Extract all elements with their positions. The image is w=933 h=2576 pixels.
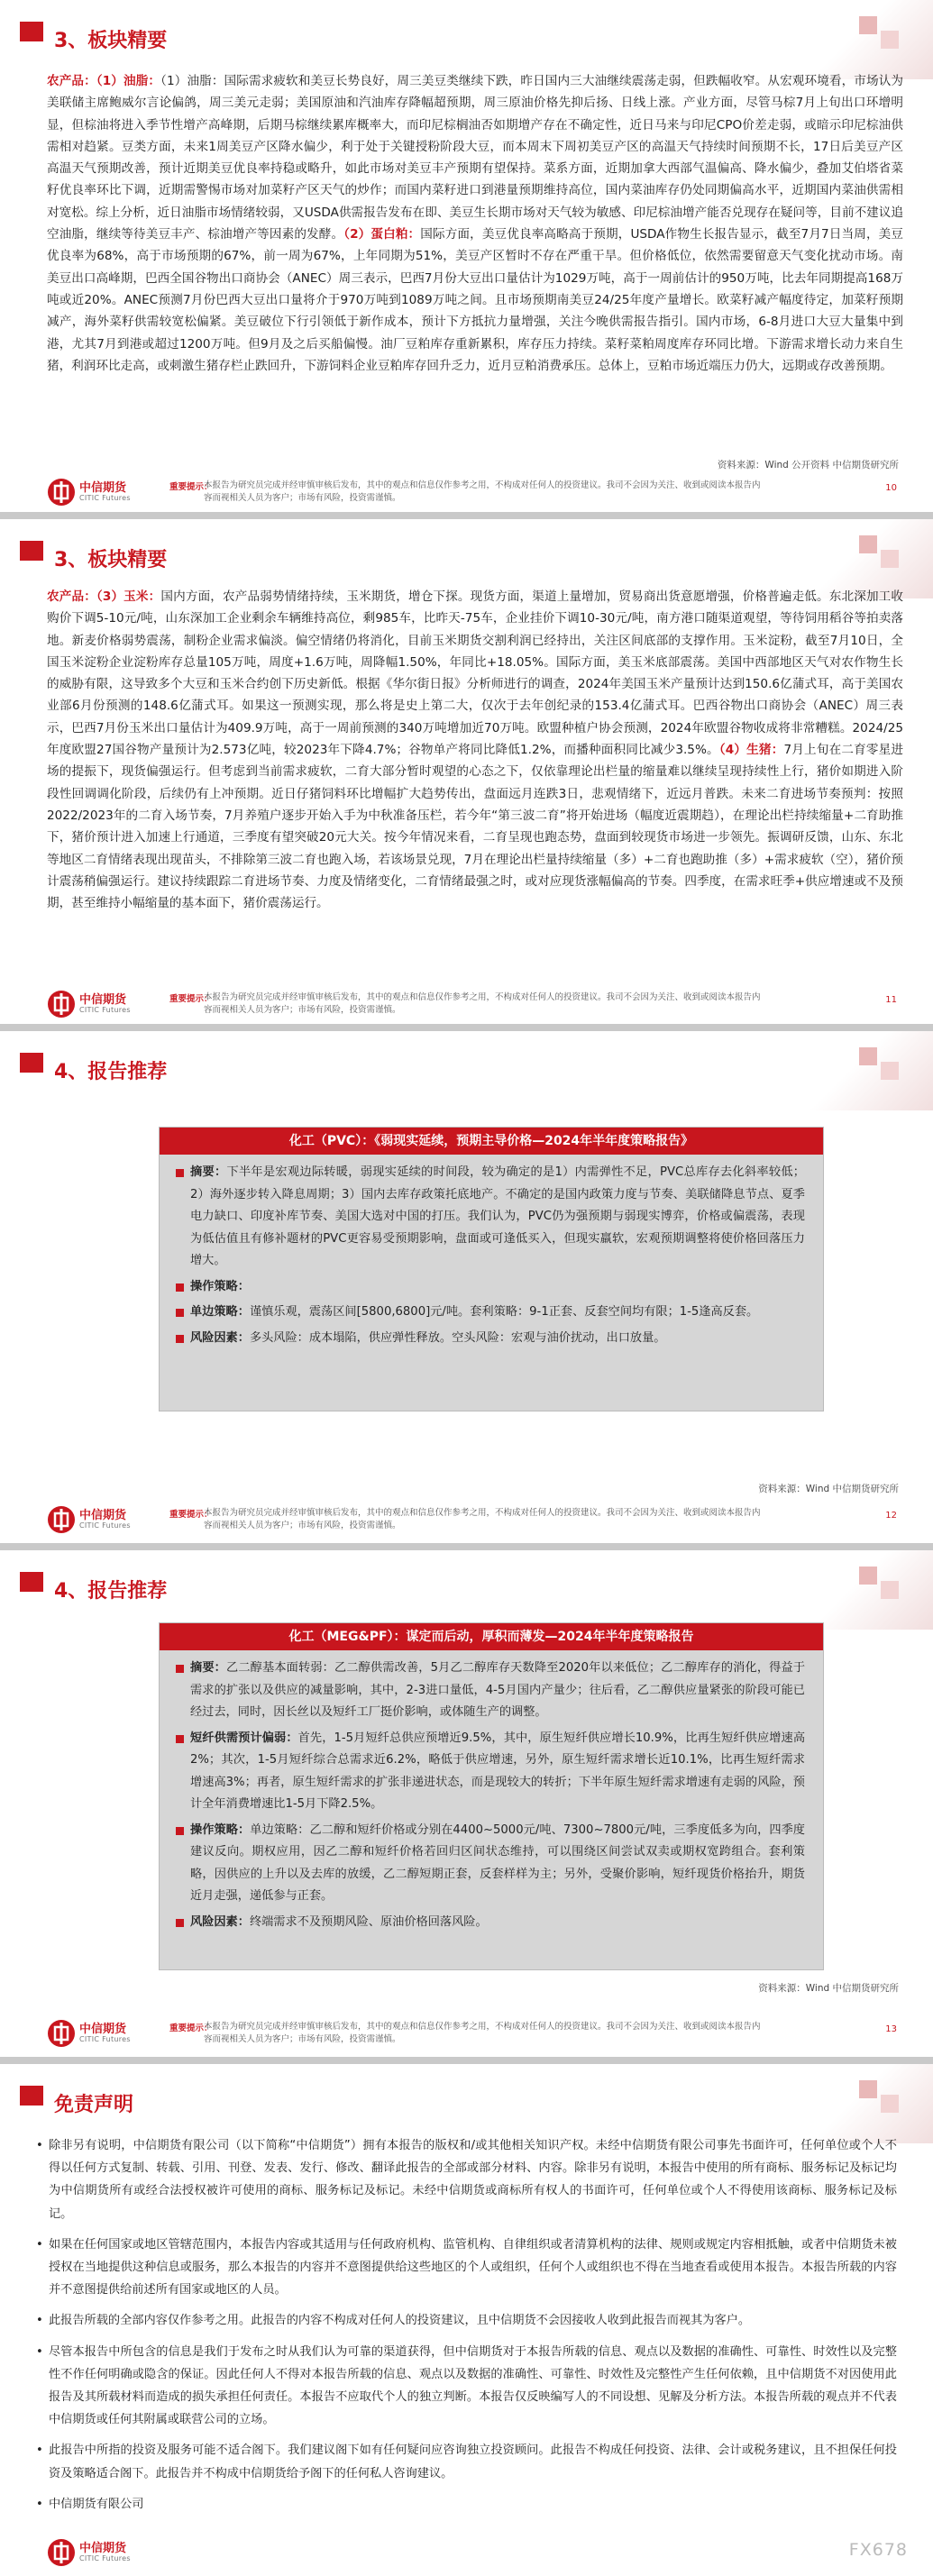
slide-1 <box>0 0 933 512</box>
slide-3 <box>0 1031 933 1543</box>
notice-text: 本报告为研究员完成并经审慎审核后发布，其中的观点和信息仅作参考之用，不构成对任何人的投资建议。我司不会因为关注、收到或阅读本报告内容而视相关人员为客户；市场有风险，投资需谨慎。 <box>204 2022 761 2044</box>
report-title: 化工（PVC）：《弱现实延续，预期主导价格—2024年半年度策略报告》 <box>160 1128 823 1155</box>
watermark: FX678 <box>848 2540 908 2560</box>
brand-name: 中信期货 <box>79 2542 127 2555</box>
header-square <box>881 1062 899 1080</box>
report-title: 化工（MEG&PF）：谋定而后动，厚积而薄发—2024年半年度策略报告 <box>160 1623 823 1650</box>
item-text: 下半年是宏观边际转暖，弱现实延续的时间段，较为确定的是1）内需弹性不足，PVC总库存去化斜率较低；2）海外逐步转入降息周期；3）国内去库存政策托底地产。不确定的是国内政策力度与节奏、美联储降息节点、夏季电力缺口、印度补库节奏、美国大选对中国的打压。我们认为，PVC仍为强预期与弱现实博弈，价格或偏震荡，表现为低估值且有修补题材的PVC更容易受预期影响，盘面或可逢低买入，但现实羸软，宏观预期调整将使价格回落压力增大。 <box>190 1165 805 1267</box>
slide-footer <box>0 2014 933 2057</box>
header-decoration <box>807 1031 933 1110</box>
brand-name: 中信期货 <box>79 481 127 495</box>
lead-label: 农产品： <box>47 74 96 88</box>
section-marker <box>20 22 43 41</box>
page-number: 13 <box>885 2024 897 2034</box>
item-label: 风险因素： <box>190 1914 250 1929</box>
slide-body <box>47 586 903 914</box>
header-decoration <box>807 2064 933 2143</box>
notice-text: 本报告为研究员完成并经审慎审核后发布，其中的观点和信息仅作参考之用，不构成对任何人的投资建议。我司不会因为关注、收到或阅读本报告内容而视相关人员为客户；市场有风险，投资需谨慎。 <box>204 992 761 1015</box>
item-label: 单边策略： <box>190 1305 250 1319</box>
item-label: 短纤供需预计偏弱： <box>190 1731 298 1745</box>
header-square <box>859 1047 877 1065</box>
report-item <box>176 1658 805 1724</box>
section-title: 3、板块精要 <box>54 549 168 571</box>
part-text: 国内方面，农产品弱势情绪持续，玉米期货，增仓下探。现货方面，渠道上量增加，贸易商出货意愿增强，价格普遍走低。东北深加工收购价下调5-10元/吨，山东深加工企业剩余车辆维持高位，剩985车，比昨天-75车，企业挂价下调10-30元/吨，南方港口随渠道观望，等待饲用稻谷等拍卖落地。新麦价格弱势震荡，制粉企业需求偏淡。偏空情绪仍将消化，目前玉米期货交割利润已经持出，关注区间底部的支撑作用。玉米淀粉，截至7月10日，全国玉米淀粉企业淀粉库存总量105万吨，周度+1.6万吨，周降幅1.50%，年同比+18.05%。国际方面，美玉米底部震荡。美国中西部地区天气对农作物生长的威胁有限，这导致多个大豆和玉米合约创下历史新低。根据《华尔街日报》分析师进行的调查，2024年美国玉米产量预计达到150.6亿蒲式耳，高于美国农业部6月份预测的148.6亿蒲式耳。如果这一预测实现，那么将是史上第二大，仅次于去年创纪录的153.4亿蒲式耳。巴西谷物出口商协会（ANEC）周三表示，巴西7月份玉米出口量估计为409.9万吨，高于一周前预测的340万吨增加近70万吨。欧盟种植户协会预测，2024年欧盟谷物收成将非常糟糕。2024/25年度欧盟27国谷物产量预计为2.573亿吨，较2023年下降4.7%；谷物单产将同比降低1.2%，而播种面积同比减少3.5%。 <box>47 589 903 758</box>
item-text: 终端需求不及预期风险、原油价格回落风险。 <box>249 1914 488 1929</box>
section-marker <box>20 1572 43 1592</box>
item-text: 首先，1-5月短纤总供应预增近9.5%，其中，原生短纤供应增长10.9%，比再生短纤供应增速高2%；其次，1-5月短纤综合总需求近6.2%，略低于供应增速，另外，原生短纤需求增长近10.1%，比再生短纤需求增速高3%；再者，原生短纤需求的扩张非递进状态，而是现较大的转折；下半年原生短纤需求增速有走弱的风险，预计全年消费增速比1-5月下降2.5%。 <box>190 1731 806 1811</box>
notice-text: 本报告为研究员完成并经审慎审核后发布，其中的观点和信息仅作参考之用，不构成对任何人的投资建议。我司不会因为关注、收到或阅读本报告内容而视相关人员为客户；市场有风险，投资需谨慎。 <box>204 480 761 503</box>
section-title: 3、板块精要 <box>54 30 168 52</box>
report-items <box>160 1650 823 1944</box>
header-square <box>859 535 877 553</box>
brand-name-en: CITIC Futures <box>79 1006 131 1014</box>
report-box <box>159 1622 824 1970</box>
header-decoration <box>807 0 933 79</box>
section-marker <box>20 2086 43 2106</box>
part-label: （4）生猪： <box>718 743 784 758</box>
header-square <box>859 16 877 34</box>
report-box <box>159 1127 824 1411</box>
section-marker <box>20 1053 43 1073</box>
notice-label: 重要提示： <box>169 994 213 1004</box>
brand-name-en: CITIC Futures <box>79 494 131 502</box>
report-items <box>160 1155 823 1360</box>
report-item <box>176 1276 805 1299</box>
report-item <box>176 1302 805 1324</box>
part-label: （2）蛋白粕： <box>343 227 421 242</box>
report-item <box>176 1820 805 1908</box>
page-number: 12 <box>885 1511 897 1521</box>
report-item <box>176 1728 805 1816</box>
brand-name-en: CITIC Futures <box>79 1521 131 1530</box>
brand-name-en: CITIC Futures <box>79 2035 131 2043</box>
header-square <box>881 550 899 568</box>
disclaimer-item: • 此报告所载的全部内容仅作参考之用。此报告的内容不构成对任何人的投资建议，且中信期货不会因接收人收到此报告而视其为客户。 <box>36 2309 897 2332</box>
citic-logo-icon <box>47 1505 76 1534</box>
source-note: 资料来源：Wind 中信期货研究所 <box>758 1983 899 1994</box>
header-square <box>859 1567 877 1585</box>
report-item <box>176 1162 805 1273</box>
brand-name: 中信期货 <box>79 2023 127 2036</box>
disclaimer-item: • 除非另有说明，中信期货有限公司（以下简称“中信期货”）拥有本报告的版权和/或其他相关知识产权。未经中信期货有限公司事先书面许可，任何单位或个人不得以任何方式复制、转载、引用、刊登、发表、发行、修改、翻译此报告的全部或部分材料、内容。除非另有说明，本报告中使用的所有商标、服务标记及标记均为中信期货所有或经合法授权被许可使用的商标、服务标记及标记。未经中信期货或商标所有权人的书面许可，任何单位或个人不得使用该商标、服务标记及标记。 <box>36 2134 897 2225</box>
citic-logo-icon <box>47 478 76 507</box>
slide-footer <box>0 472 933 512</box>
item-label: 操作策略： <box>190 1279 250 1293</box>
report-item <box>176 1328 805 1350</box>
citic-logo-icon <box>47 2538 76 2567</box>
source-note: 资料来源：Wind 中信期货研究所 <box>758 1484 899 1494</box>
section-title: 4、报告推荐 <box>54 1580 168 1603</box>
item-text: 多头风险：成本塌陷，供应弹性释放。空头风险：宏观与油价扰动，出口放量。 <box>249 1330 666 1345</box>
notice-label: 重要提示： <box>169 2023 213 2033</box>
header-square <box>881 2095 899 2113</box>
header-square <box>859 2080 877 2098</box>
section-title: 免责声明 <box>54 2094 134 2116</box>
brand-name: 中信期货 <box>79 993 127 1007</box>
notice-label: 重要提示： <box>169 1510 213 1520</box>
slide-header <box>0 1031 933 1114</box>
slide-2 <box>0 519 933 1024</box>
page-number: 11 <box>885 995 897 1005</box>
notice-label: 重要提示： <box>169 482 213 492</box>
lead-label: 农产品： <box>47 589 96 604</box>
slide-header <box>0 1550 933 1633</box>
slide-footer <box>0 2533 933 2576</box>
slide-body <box>47 70 903 377</box>
disclaimer-item: • 此报告中所指的投资及服务可能不适合阁下。我们建议阁下如有任何疑问应咨询独立投资顾问。此报告不构成任何投资、法律、会计或税务建议，且不担保任何投资及策略适合阁下。此报告并不构成中信期货给予阁下的任何私人咨询建议。 <box>36 2439 897 2484</box>
header-square <box>881 31 899 49</box>
notice-text: 本报告为研究员完成并经审慎审核后发布，其中的观点和信息仅作参考之用，不构成对任何人的投资建议。我司不会因为关注、收到或阅读本报告内容而视相关人员为客户；市场有风险，投资需谨慎。 <box>204 1508 761 1530</box>
item-label: 操作策略： <box>190 1822 251 1837</box>
part-text: （1）油脂：国际需求疲软和美豆长势良好，周三美豆类继续下跌，昨日国内三大油继续震荡走弱，但跌幅收窄。从宏观环境看，市场认为美联储主席鲍威尔言论偏鸽，周三美元走弱；美国原油和汽油库存降幅超预期，周三原油价格先抑后扬、日线上涨。产业方面，尽管马棕7月上旬出口环增明显，但棕油将进入季节性增产高峰期，后期马棕继续累库概率大，而印尼棕榈油否如期增产存在不确定性，近日马来与印尼CPO价差走弱，或暗示印尼棕油供需相对趋紧。豆类方面，未来1周美豆产区降水偏少，利于处于关键授粉阶段大豆，而本周末下周初美豆产区的高温天气持续时间预期不长，17日后美豆产区高温天气预期改善，预计近期美豆优良率持稳或略升，如此市场对美豆丰产预期有望保持。菜系方面，近期加拿大西部气温偏高、降水偏少，叠加艾伯塔省菜籽优良率环比下调，近期需警惕市场对加菜籽产区天气的炒作；而国内菜籽进口到港量预期维持高位，国内菜油库存仍处同期偏高水平，近期国内菜油供需相对宽松。综上分析，近日油脂市场情绪较弱，又USDA供需报告发布在即、美豆生长期市场对天气较为敏感、印尼棕油增产能否兑现存在疑问等，目前不建议追空油脂，继续等待美豆丰产、棕油增产等因素的发酵。 <box>47 74 903 242</box>
section-title: 4、报告推荐 <box>54 1061 168 1083</box>
section-marker <box>20 541 43 561</box>
part-text: 国际方面，美豆优良率高略高于预期，USDA作物生长报告显示，截至7月7日当周，美豆优良率为68%，高于市场预期的67%，前一周为67%，上年同期为51%，美豆产区暂时不存在严重干旱。但价格低位，依然需要留意天气变化扰动市场。南美豆出口高峰期，巴西全国谷物出口商协会（ANEC）周三表示，巴西7月份大豆出口量估计为1029万吨，高于一周前估计的950万吨，比去年同期提高168万吨或近20%。ANEC预测7月份巴西大豆出口量将介于970万吨到1089万吨之间。且市场预期南美豆24/25年度产量增长。欧菜籽减产幅度待定，加菜籽预期减产，海外菜籽供需较宽松偏紧。美豆破位下行引领低于新作成本，预计下方抵抗力量增强，关注今晚供需报告指引。国内市场，6-8月进口大豆大量集中到港，尤其7月到港或超过1200万吨。但9月及之后买船偏慢。油厂豆粕库存重新累积，库存压力持续。菜籽菜粕周度库存环同比增。下游需求增长动力来自生猪，利润环比走高，或刺激生猪存栏止跌回升，下游饲料企业豆粕库存回升乏力，近月豆粕消费承压。总体上，豆粕市场近端压力仍大，远期或存改善预期。 <box>47 227 903 373</box>
report-item <box>176 1912 805 1934</box>
item-text: 谨慎乐观，震荡区间[5800,6800]元/吨。套利策略：9-1正套、反套空间均有限；1-5逢高反套。 <box>249 1305 759 1319</box>
brand-name-en: CITIC Futures <box>79 2554 131 2562</box>
item-text: 单边策略：乙二醇和短纤价格或分别在4400~5000元/吨、7300~7800元/吨，三季度低多为向，四季度建议反向。期权应用，因乙二醇和短纤价格若回归区间状态维持，可以围绕区间尝试双卖或期权宽跨组合。套利策略，因供应的上升以及去库的放缓，乙二醇短期正套，反套样样为主；另外，受聚价影响，短纤现货价格抬升，期货近月走强，递低参与正套。 <box>190 1822 805 1903</box>
part-text: 7月上旬在二育零星进场的提振下，现货偏强运行。但考虑到当前需求疲软，二育大部分暂时观望的心态之下，仅依靠理论出栏量的缩量难以继续呈现持续性上行，猪价如期进入阶段性回调调化阶段，后续仍有上冲预期。近日仔猪饲料环比增幅扩大趋势传出，盘面远月连跌3日，悲观情绪下，近远月普跌。未来二育进场节奏预判：按照2022/2023年的二育入场节奏，7月养殖户逐步开始入手为中秋准备压栏，若今年“第三波二育”将开始进场（幅度近震期趋），在理论出栏持续缩量+二育助推下，猪价预计进入加速上行通道，三季度有望突破20元大关。按今年情况来看，二育呈现也跑态势，盘面到较现货市场进一步领先。振调研反馈，山东、东北等地区二育情绪表现出现苗头，不排除第三波二育也跑入场，若该场景兑现，7月在理论出栏量持续缩量（多）+二育也跑助推（多）+需求疲软（空），猪价预计震荡稍偏强运行。建议持续跟踪二育进场节奏、力度及情绪变化，二育情绪最强之时，或对应现货涨幅偏高的节奏。四季度，在需求旺季+供应增速或不及预期，甚至维持小幅缩量的基本面下，猪价震荡运行。 <box>47 743 903 911</box>
part-label: （1）油脂： <box>96 74 161 88</box>
slide-4 <box>0 1550 933 2057</box>
header-decoration <box>807 1550 933 1630</box>
item-label: 风险因素： <box>190 1330 250 1345</box>
item-text: 乙二醇基本面转弱：乙二醇供需改善，5月乙二醇库存天数降至2020年以来低位；乙二醇库存的消化，得益于需求的扩张以及供应的减量影响，其中，2-3进口量低，4-5月国内产量少；往后看，乙二醇供应量紧张的阶段可能已经过去，同时，因长丝以及短纤工厂挺价影响，或体随生产的调整。 <box>190 1661 806 1719</box>
brand-name: 中信期货 <box>79 1509 127 1522</box>
item-label: 摘要： <box>190 1661 226 1675</box>
slide-footer <box>0 1500 933 1543</box>
source-note: 资料来源：Wind 公开资料 中信期货研究所 <box>717 460 899 470</box>
citic-logo-icon <box>47 990 76 1019</box>
disclaimer-item: • 尽管本报告中所包含的信息是我们于发布之时从我们认为可靠的渠道获得，但中信期货对于本报告所载的信息、观点以及数据的准确性、可靠性、时效性以及完整性不作任何明确或隐含的保证。因此任何人不得对本报告所载的信息、观点以及数据的准确性、可靠性、时效性及完整性产生任何依赖，且中信期货不对因使用此报告及其所载材料而造成的损失承担任何责任。本报告不应取代个人的独立判断。本报告仅反映编写人的不同设想、见解及分析方法。本报告所载的观点并不代表中信期货或任何其附属或联营公司的立场。 <box>36 2341 897 2432</box>
citic-logo-icon <box>47 2019 76 2048</box>
disclaimer-item: • 中信期货有限公司 <box>36 2493 897 2516</box>
header-square <box>881 1581 899 1599</box>
item-label: 摘要： <box>190 1165 227 1179</box>
slide-footer <box>0 984 933 1024</box>
slide-5 <box>0 2064 933 2576</box>
disclaimer-item: • 如果在任何国家或地区管辖范围内，本报告内容或其适用与任何政府机构、监管机构、自律组织或者清算机构的法律、规则或规定内容相抵触，或者中信期货未被授权在当地提供这种信息或服务，那么本报告的内容并不意图提供给这些地区的个人或组织，任何个人或组织也不得在当地查看或使用本报告。本报告所载的内容并不意图提供给前述所有国家或地区的人员。 <box>36 2233 897 2302</box>
part-label: （3）玉米： <box>96 589 161 604</box>
disclaimer-list <box>36 2134 897 2524</box>
page-number: 10 <box>885 483 897 493</box>
